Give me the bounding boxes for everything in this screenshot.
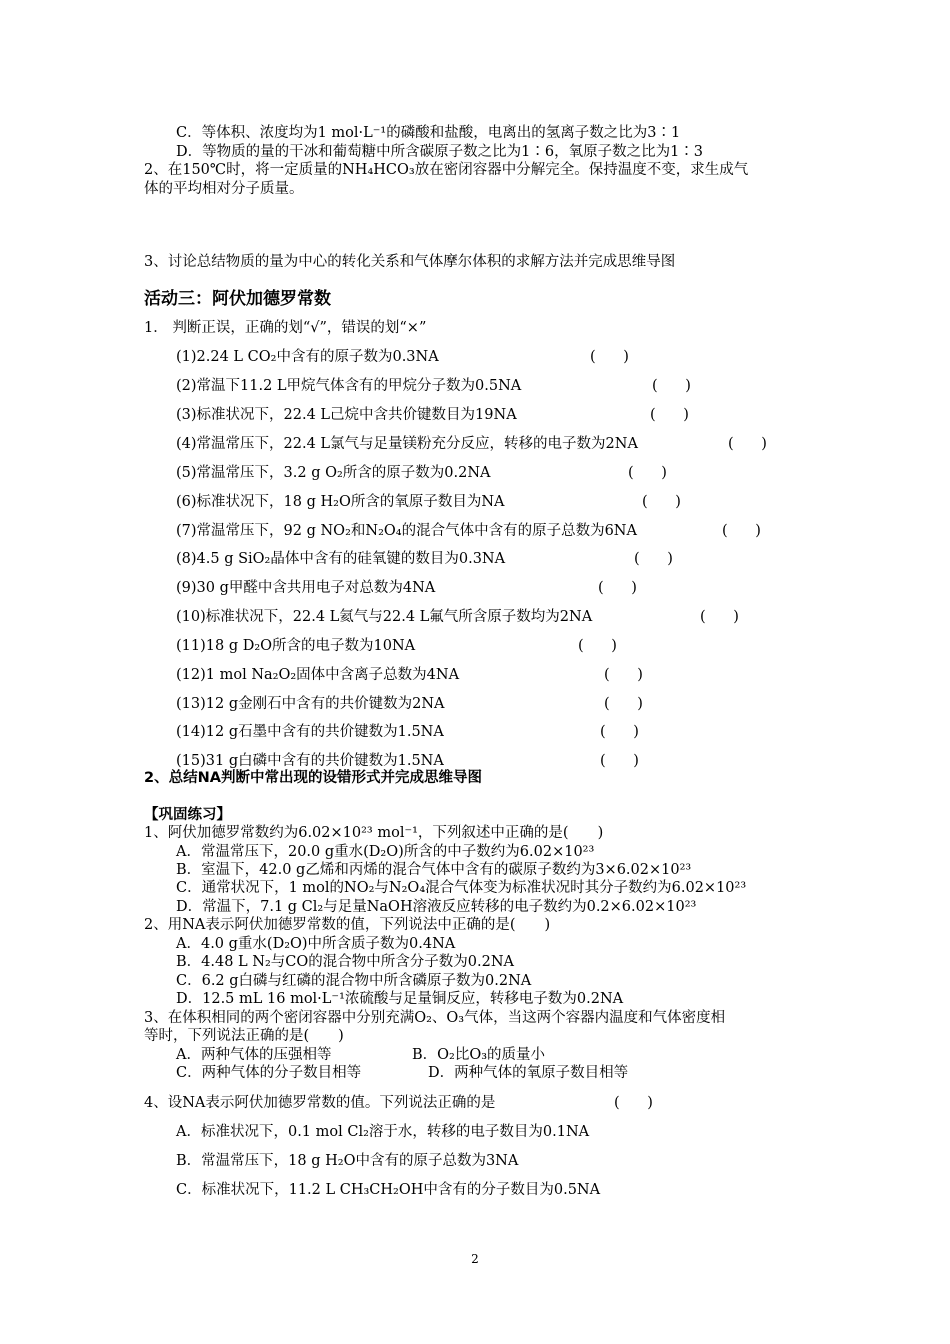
- question-2-continued: 体的平均相对分子质量。: [144, 181, 304, 197]
- answer-blank-10[interactable]: ( ): [700, 609, 739, 625]
- judge-item-15: (15)31 g白磷中含有的共价键数为1.5NA: [176, 753, 444, 769]
- practice-title: 【巩固练习】: [144, 807, 231, 823]
- option-d-text: D．等物质的量的干冰和葡萄糖中所含碳原子数之比为1∶6，氧原子数之比为1∶3: [176, 144, 704, 160]
- answer-blank-2[interactable]: ( ): [652, 378, 691, 394]
- practice-q1-a: A．常温常压下，20.0 g重水(D₂O)所含的中子数约为6.02×10²³: [176, 844, 595, 860]
- practice-q1-c: C．通常状况下，1 mol的NO₂与N₂O₄混合气体变为标准状况时其分子数约为6.02×10²³: [176, 880, 747, 896]
- judge-item-3: (3)标准状况下，22.4 L己烷中含共价键数目为19NA: [176, 407, 517, 423]
- practice-q4-a: A．标准状况下，0.1 mol Cl₂溶于水，转移的电子数目为0.1NA: [176, 1124, 590, 1140]
- practice-q2-a: A．4.0 g重水(D₂O)中所含质子数为0.4NA: [176, 936, 456, 952]
- summary-question: 2、总结NA判断中常出现的设错形式并完成思维导图: [144, 770, 482, 786]
- practice-q1: 1、阿伏加德罗常数约为6.02×10²³ mol⁻¹，下列叙述中正确的是( ): [144, 825, 604, 841]
- practice-q4-blank[interactable]: ( ): [614, 1095, 653, 1111]
- judge-item-1: (1)2.24 L CO₂中含有的原子数为0.3NA: [176, 349, 439, 365]
- practice-q3-continued: 等时，下列说法正确的是( ): [144, 1028, 344, 1044]
- judge-intro: 1． 判断正误，正确的划“√”，错误的划“×”: [144, 320, 427, 336]
- judge-item-6: (6)标准状况下，18 g H₂O所含的氧原子数目为NA: [176, 494, 505, 510]
- answer-blank-12[interactable]: ( ): [604, 667, 643, 683]
- judge-item-12: (12)1 mol Na₂O₂固体中含离子总数为4NA: [176, 667, 460, 683]
- practice-q2-b: B．4.48 L N₂与CO的混合物中所含分子数为0.2NA: [176, 954, 514, 970]
- practice-q2-c: C．6.2 g白磷与红磷的混合物中所含磷原子数为0.2NA: [176, 973, 532, 989]
- page-number: 2: [471, 1252, 479, 1266]
- judge-item-2: (2)常温下11.2 L甲烷气体含有的甲烷分子数为0.5NA: [176, 378, 522, 394]
- section-title: 活动三：阿伏加德罗常数: [144, 289, 331, 309]
- answer-blank-5[interactable]: ( ): [628, 465, 667, 481]
- practice-q4: 4、设NA表示阿伏加德罗常数的值。下列说法正确的是: [144, 1095, 496, 1111]
- judge-item-5: (5)常温常压下，3.2 g O₂所含的原子数为0.2NA: [176, 465, 491, 481]
- answer-blank-7[interactable]: ( ): [722, 523, 761, 539]
- judge-item-13: (13)12 g金刚石中含有的共价键数为2NA: [176, 696, 445, 712]
- answer-blank-8[interactable]: ( ): [634, 551, 673, 567]
- practice-q4-b: B．常温常压下，18 g H₂O中含有的原子总数为3NA: [176, 1153, 519, 1169]
- practice-q3-b: B．O₂比O₃的质量小: [412, 1047, 546, 1063]
- answer-blank-15[interactable]: ( ): [600, 753, 639, 769]
- practice-q3-a: A．两种气体的压强相等: [176, 1047, 332, 1063]
- judge-item-11: (11)18 g D₂O所含的电子数为10NA: [176, 638, 416, 654]
- judge-item-9: (9)30 g甲醛中含共用电子对总数为4NA: [176, 580, 436, 596]
- practice-q3-c: C．两种气体的分子数目相等: [176, 1065, 362, 1081]
- practice-q1-b: B．室温下，42.0 g乙烯和丙烯的混合气体中含有的碳原子数约为3×6.02×10²³: [176, 862, 692, 878]
- answer-blank-4[interactable]: ( ): [728, 436, 767, 452]
- answer-blank-13[interactable]: ( ): [604, 696, 643, 712]
- practice-q3-d: D．两种气体的氧原子数目相等: [428, 1065, 629, 1081]
- answer-blank-6[interactable]: ( ): [642, 494, 681, 510]
- practice-q3: 3、在体积相同的两个密闭容器中分别充满O₂、O₃气体，当这两个容器内温度和气体密度相: [144, 1010, 726, 1026]
- judge-item-4: (4)常温常压下，22.4 L氯气与足量镁粉充分反应，转移的电子数为2NA: [176, 436, 638, 452]
- answer-blank-3[interactable]: ( ): [650, 407, 689, 423]
- judge-item-8: (8)4.5 g SiO₂晶体中含有的硅氧键的数目为0.3NA: [176, 551, 506, 567]
- question-2-text: 2、在150℃时，将一定质量的NH₄HCO₃放在密闭容器中分解完全。保持温度不变，求生成气: [144, 162, 749, 178]
- answer-blank-9[interactable]: ( ): [598, 580, 637, 596]
- answer-blank-14[interactable]: ( ): [600, 724, 639, 740]
- practice-q2-d: D．12.5 mL 16 mol·L⁻¹浓硫酸与足量铜反应，转移电子数为0.2NA: [176, 991, 624, 1007]
- practice-q4-c: C．标准状况下，11.2 L CH₃CH₂OH中含有的分子数目为0.5NA: [176, 1182, 601, 1198]
- judge-item-10: (10)标准状况下，22.4 L氦气与22.4 L氟气所含原子数均为2NA: [176, 609, 593, 625]
- judge-item-14: (14)12 g石墨中含有的共价键数为1.5NA: [176, 724, 444, 740]
- practice-q1-d: D．常温下，7.1 g Cl₂与足量NaOH溶液反应转移的电子数约为0.2×6.02×10²³: [176, 899, 697, 915]
- answer-blank-1[interactable]: ( ): [590, 349, 629, 365]
- judge-item-7: (7)常温常压下，92 g NO₂和N₂O₄的混合气体中含有的原子总数为6NA: [176, 523, 637, 539]
- answer-blank-11[interactable]: ( ): [578, 638, 617, 654]
- practice-q2: 2、用NA表示阿伏加德罗常数的值，下列说法中正确的是( ): [144, 917, 551, 933]
- question-3-text: 3、讨论总结物质的量为中心的转化关系和气体摩尔体积的求解方法并完成思维导图: [144, 254, 676, 270]
- option-c-text: C．等体积、浓度均为1 mol·L⁻¹的磷酸和盐酸，电离出的氢离子数之比为3∶1: [176, 125, 681, 141]
